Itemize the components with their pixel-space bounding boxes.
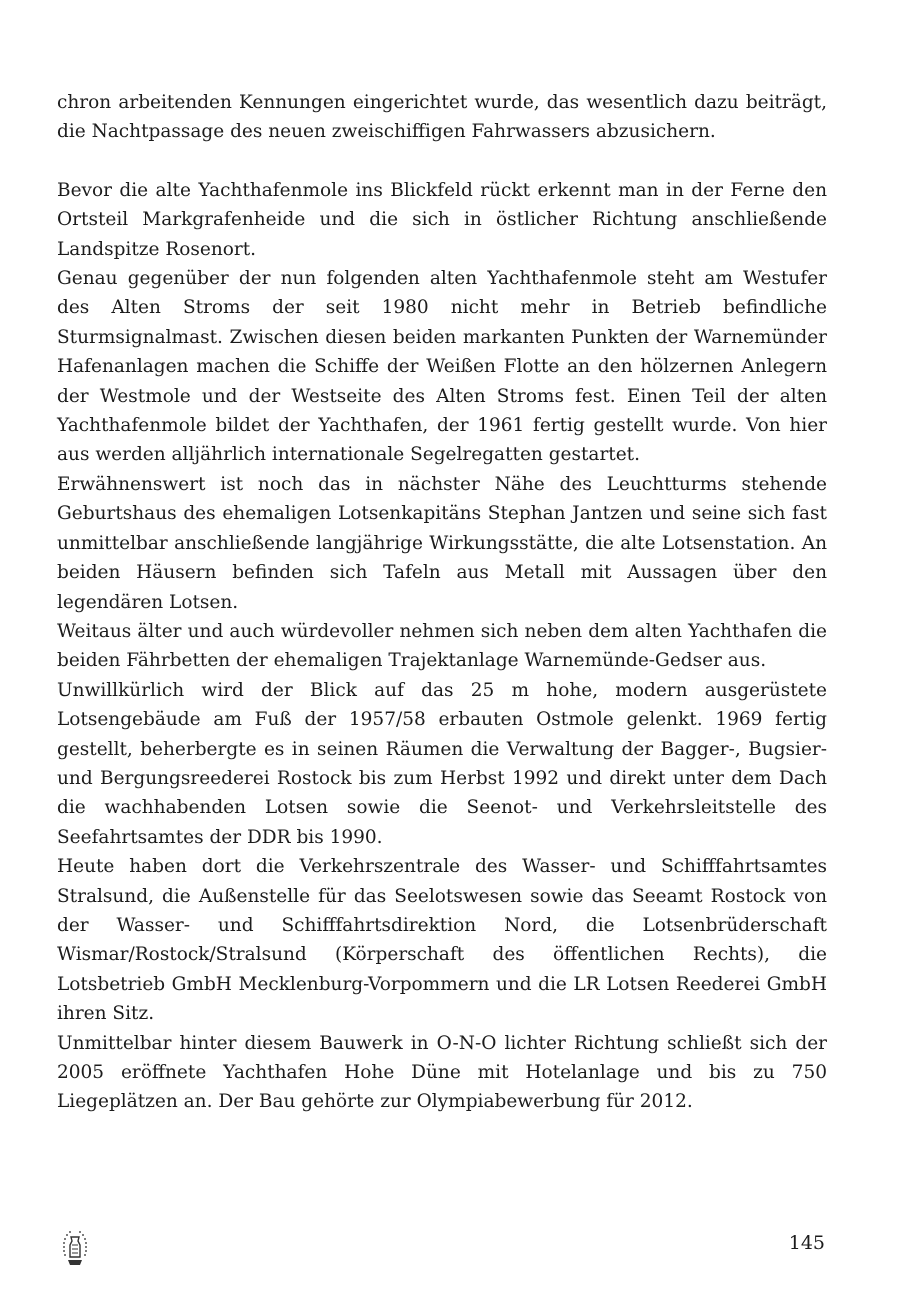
paragraph-4: Erwähnenswert ist noch das in nächster Nähe des Leuchtturms stehende Geburtshaus des ehemaligen Lotsenkapitäns Stephan Jantzen und seine sich fast unmittelbar anschließende langjährige Wirkungsstätte, die alte Lotsenstation. An beiden Häusern befinden sich Tafeln aus Metall mit Aussagen über den legendären Lotsen. [57,473,827,613]
paragraph-8: Unmittelbar hinter diesem Bauwerk in O-N-O lichter Richtung schließt sich der 2005 eröffnete Yachthafen Hohe Düne mit Hotelanlage und bis zu 750 Liegeplätzen an. Der Bau gehörte zur Olympiabewerbung für 2012. [57,1032,827,1113]
page-number: 145 [788,1232,825,1254]
paragraph-5: Weitaus älter und auch würdevoller nehmen sich neben dem alten Yachthafen die beiden Fährbetten der ehemaligen Trajektanlage Warnemünde-Gedser aus. [57,620,827,672]
publisher-emblem-icon [57,1225,93,1269]
paragraph-3: Genau gegenüber der nun folgenden alten Yachthafenmole steht am Westufer des Alten Stroms der seit 1980 nicht mehr in Betrieb befindliche Sturmsignalmast. Zwischen diesen beiden markanten Punkten der Warnemünder Hafenanlagen machen die Schiffe der Weißen Flotte an den hölzernen Anlegern der Westmole und der Westseite des Alten Stroms fest. Einen Teil der alten Yachthafenmole bildet der Yachthafen, der 1961 fertig gestellt wurde. Von hier aus werden alljährlich internationale Segelregatten gestartet. [57,268,827,466]
paragraph-2: Bevor die alte Yachthafenmole ins Blickfeld rückt erkennt man in der Ferne den Ortsteil Markgrafenheide und die sich in östlicher Richtung anschließende Landspitze Rosenort. [57,179,827,260]
paragraph-1: chron arbeitenden Kennungen eingerichtet wurde, das wesentlich dazu beiträgt, die Nachtpassage des neuen zweischiffigen Fahrwassers abzusichern. [57,92,827,143]
paragraph-7: Heute haben dort die Verkehrszentrale des Wasser- und Schifffahrtsamtes Stralsund, die Außenstelle für das Seelotswesen sowie das Seeamt Rostock von der Wasser- und Schifffahrtsdirektion Nord, die Lotsenbrüderschaft Wismar/Rostock/Stralsund (Körperschaft des öffentlichen Rechts), die Lotsbetrieb GmbH Mecklenburg-Vorpommern und die LR Lotsen Reederei GmbH ihren Sitz. [57,856,827,1025]
paragraph-6: Unwillkürlich wird der Blick auf das 25 m hohe, modern ausgerüstete Lotsengebäude am Fuß der 1957/58 erbauten Ostmole gelenkt. 1969 fertig gestellt, beherbergte es in seinen Räumen die Verwaltung der Bagger-, Bugsier- und Bergungsreederei Rostock bis zum Herbst 1992 und direkt unter dem Dach die wachhabenden Lotsen sowie die Seenot- und Verkehrsleitstelle des Seefahrtsamtes der DDR bis 1990. [57,679,827,848]
body-text [57,88,827,1117]
